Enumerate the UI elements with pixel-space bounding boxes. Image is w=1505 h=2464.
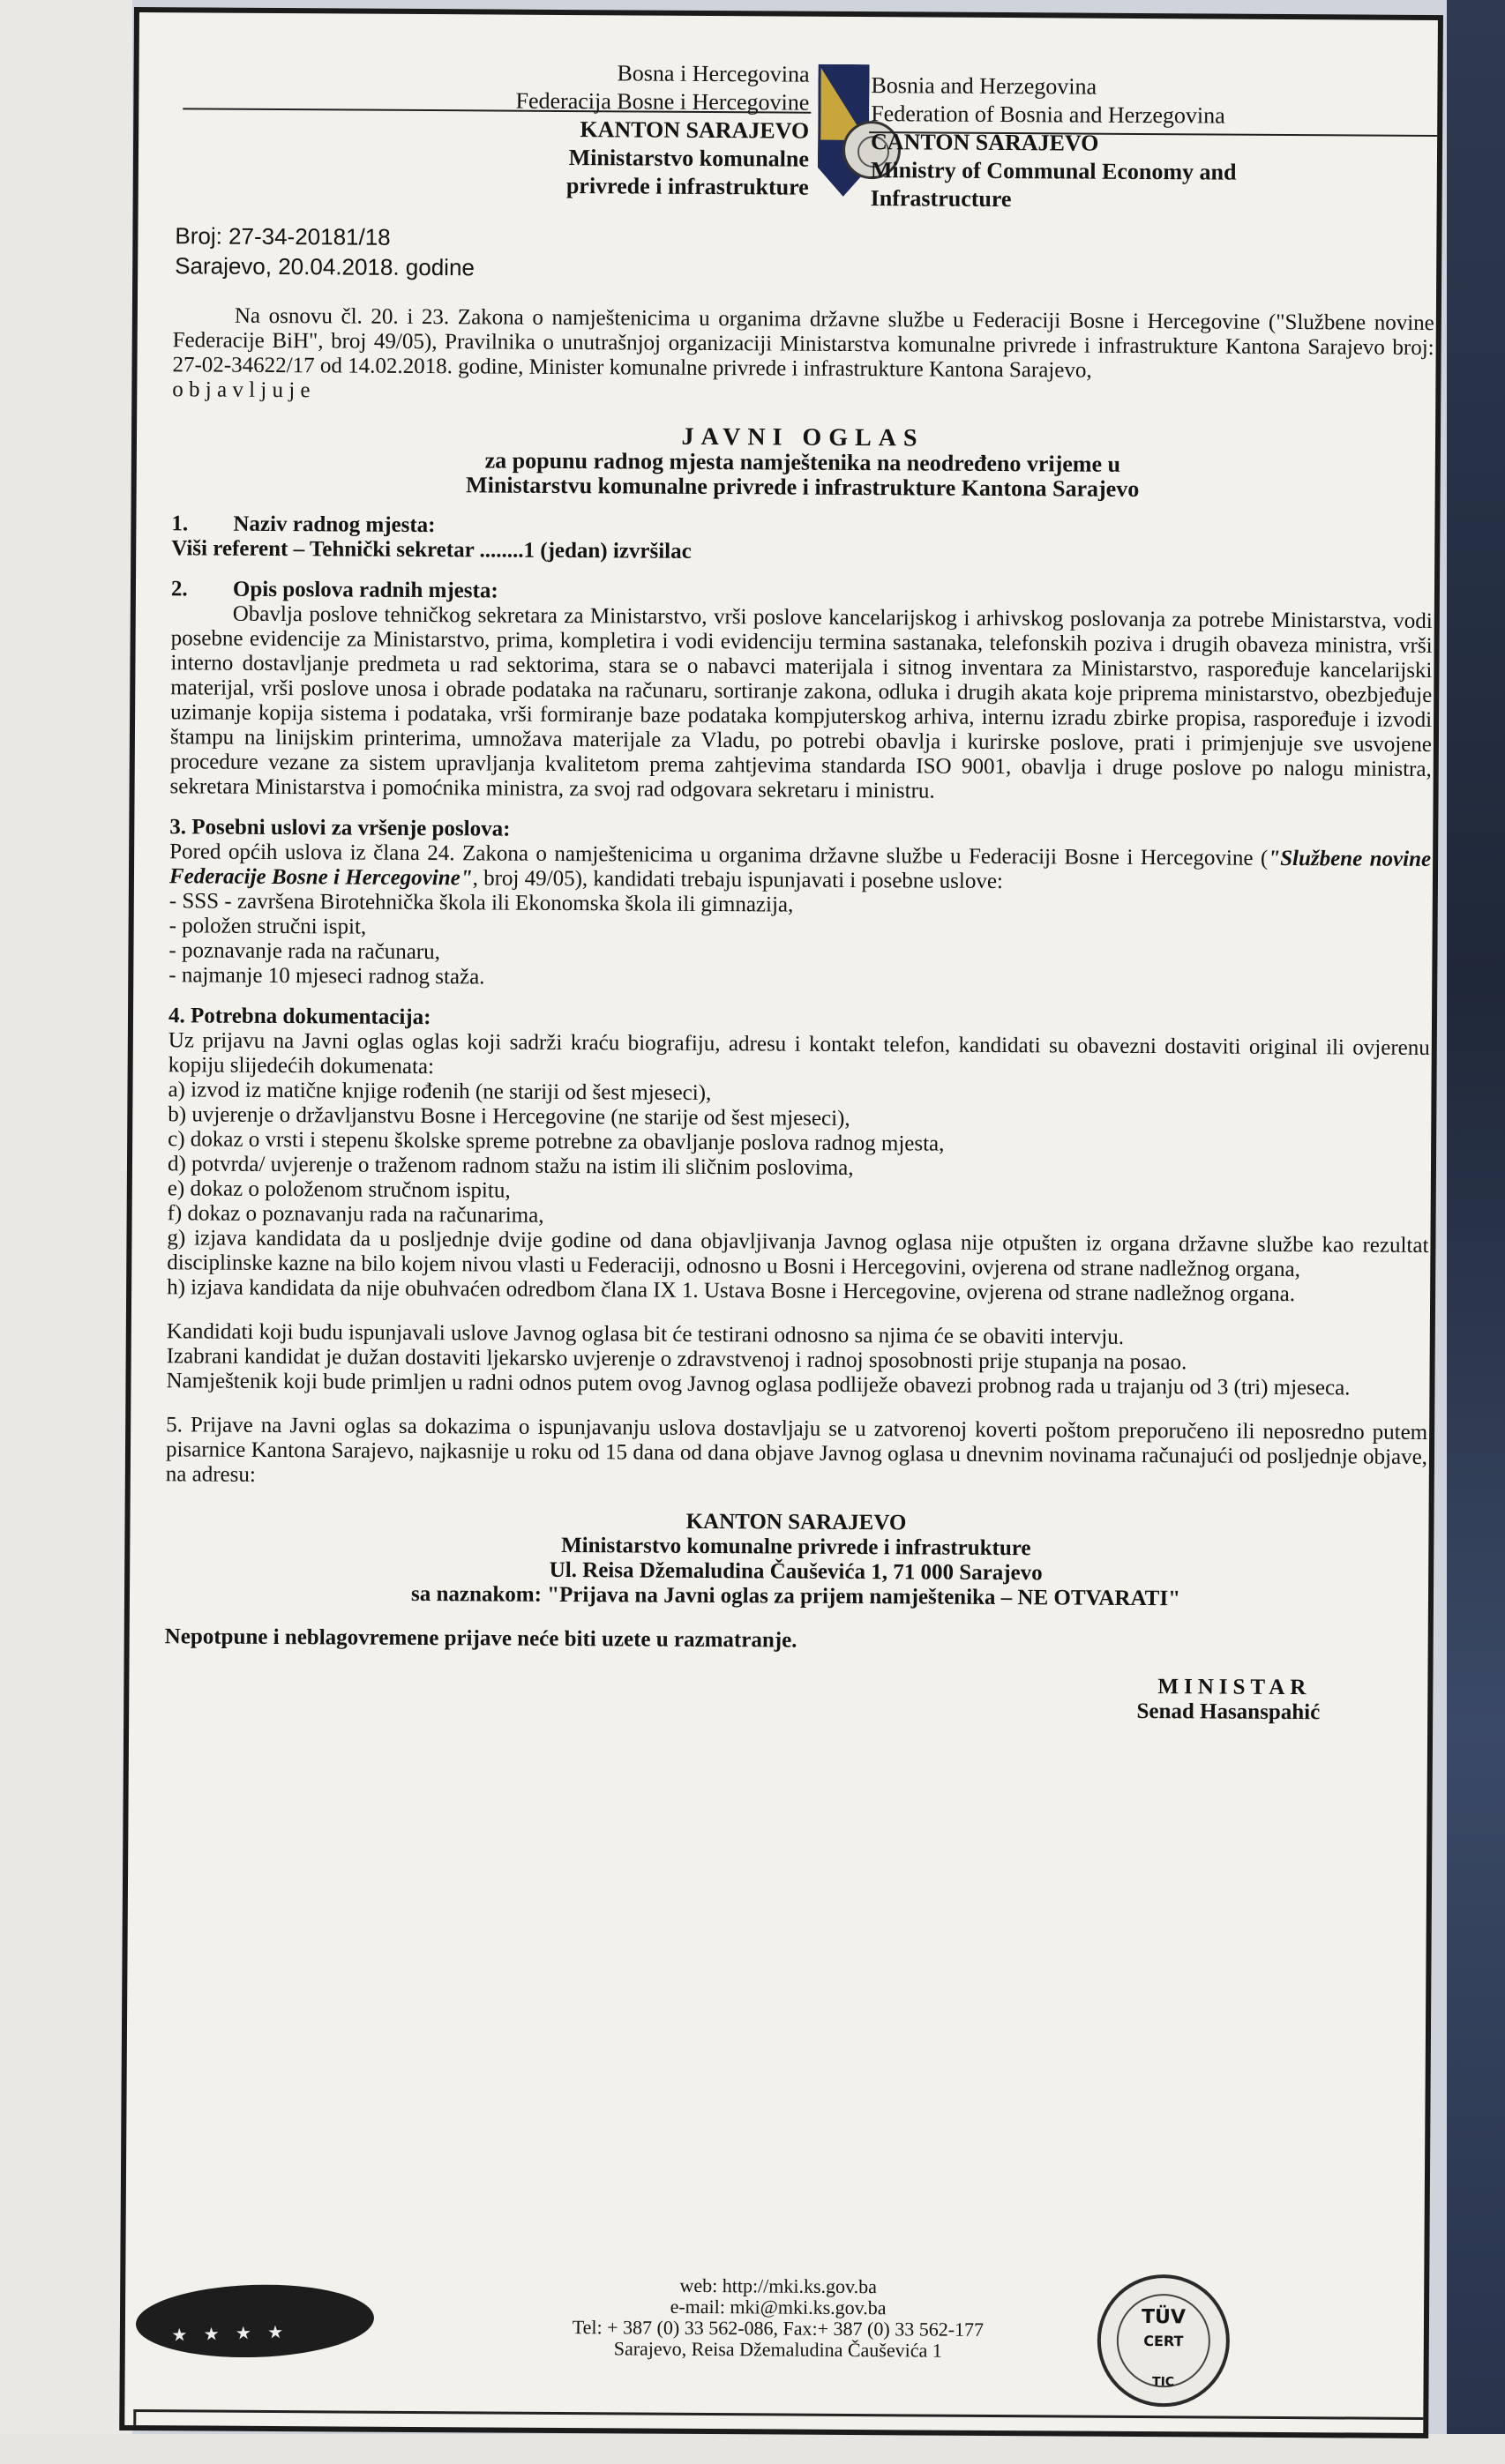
signature-name: Senad Hasanspahić xyxy=(1136,1699,1321,1725)
footer-email: e-mail: mki@mki.ks.gov.ba xyxy=(670,2295,887,2319)
job-description: Obavlja poslove tehničkog sekretara za Ministarstvo, vrši poslove kancelarijskog i arhivskog poslovanja za potrebe Ministarstva, vodi posebne evidencije za Ministarstvo, prima, kompletira i vodi evidenciju termina sastanaka, telefonskih poziva i drugih obaveza ministra, vrši interno dostavljanje predmeta u rad sektorima, stara se o nabavci materijala i sitnog inventara za Ministarstvo, raspoređuje kancelarijski materijal, vrši poslove unosa i obrade podataka na računaru, sortiranje zakona, odluka i drugih akata koje priprema ministarstvo, obezbjeđuje uzimanje kopija sistema i podataka, vrši formiranje baze podataka kompjuterskog arhiva, internu izradu zbirke propisa, raspoređuje i izvodi štampu na linijskim printerima, umnožava materijale za Vladu, po potrebi obavlja i kurirske poslove, prati i primjenjuje sve usvojene procedure vezane za sistem upravljanja kvalitetom prema zahtjevima standarda ISO 9001, obavlja i druge poslove po nalogu ministra, sekretara Ministarstva i pomoćnika ministra, za svoj rad odgovara sekretaru i ministru. xyxy=(169,601,1433,803)
list-item: c) dokaz o vrsti i stepenu školske spreme potrebne za obavljanje poslova radnog mjesta, xyxy=(168,1127,945,1156)
address-line: KANTON SARAJEVO xyxy=(685,1509,907,1535)
testing-paragraph: Kandidati koji budu ispunjavali uslove Javnog oglasa bit će testirani odnosno sa njima će se obaviti intervju. xyxy=(166,1319,1125,1349)
list-item: - položen stručni ispit, xyxy=(168,914,367,939)
list-item: h) izjava kandidata da nije obuhvaćen odredbom člana IX 1. Ustava Bosne i Hercegovine, ovjerena od strane nadležnog organa. xyxy=(167,1275,1296,1307)
header-left xyxy=(271,57,810,202)
section-1-heading: 1. Naziv radnog mjesta: xyxy=(171,511,436,538)
header-right-line: Bosnia and Herzegovina xyxy=(871,72,1097,100)
announcement-subtitle: Ministarstvu komunalne privrede i infrastrukture Kantona Sarajevo xyxy=(466,472,1140,502)
header-right-line: Federation of Bosnia and Herzegovina xyxy=(871,101,1225,129)
address-line: Ul. Reisa Džemaludina Čauševića 1, 71 000 Sarajevo xyxy=(549,1557,1043,1586)
job-title-line: Viši referent – Tehnički sekretar ........1 (jedan) izvršilac xyxy=(171,536,692,564)
list-item: - najmanje 10 mjeseci radnog staža. xyxy=(168,963,485,989)
probation-paragraph: Namještenik koji bude primljen u radni odnos putem ovog Javnog oglasa podliježe obavezi probnog rada u trajanju od 3 (tri) mjeseca. xyxy=(166,1369,1351,1400)
announcement-title: JAVNI OGLAS xyxy=(681,422,925,452)
section-2-heading: 2. Opis poslova radnih mjesta: xyxy=(170,577,498,603)
document-page xyxy=(119,7,1443,2438)
section-3-text: Pored općih uslova iz člana 24. Zakona o namještenicima u organima državne službe u Federaciji Bosne i Hercegovine ("Službene novine Federacije Bosne i Hercegovine", broj 49/05), kandidati trebaju ispunjavati i posebne uslove: xyxy=(168,840,1432,894)
announcement-subtitle: za popunu radnog mjesta namještenika na neodređeno vrijeme u xyxy=(484,447,1121,477)
list-item: - poznavanje rada na računaru, xyxy=(168,938,441,965)
list-item: e) dokaz o položenom stručnom ispitu, xyxy=(167,1176,511,1203)
list-item: f) dokaz o poznavanju rada na računarima, xyxy=(167,1201,544,1228)
documents-list xyxy=(167,1078,1430,1308)
list-item: - SSS - završena Birotehnička škola ili Ekonomska škola ili gimnazija, xyxy=(168,889,794,917)
intro-paragraph: Na osnovu čl. 20. i 23. Zakona o namještenicima u organima državne službe u Federaciji Bosne i Hercegovine ("Službene novine Federacije BiH", broj 49/05), Pravilnika o unutrašnjoj organizaciji Ministarstva komunalne privrede i infrastrukture Kantona Sarajevo broj: 27-02-34622/17 od 14.02.2018. godine, Minister komunalne privrede i infrastrukture Kantona Sarajevo, xyxy=(172,303,1434,383)
section-5-text: 5. Prijave na Javni oglas sa dokazima o ispunjavanju uslova dostavljaju se u zatvorenoj koverti poštom preporučeno ili neposredno putem pisarnice Kantona Sarajevo, najkasnije u roku od 15 dana od dana objave Javnog oglasa u dnevnim novinama računajući od posljednje objave, na adresu: xyxy=(165,1413,1428,1487)
quality-badge-icon: ★ ★ ★ ★ xyxy=(135,2281,375,2361)
header-right-line: Infrastructure xyxy=(870,185,1012,213)
signature-title: MINISTAR xyxy=(1157,1675,1312,1700)
header-left-line: Ministarstvo komunalne xyxy=(568,145,810,172)
closing-note: Nepotpune i neblagovremene prijave neće biti uzete u razmatranje. xyxy=(164,1624,797,1653)
header-right xyxy=(871,71,1436,216)
footer-address: Sarajevo, Reisa Džemaludina Čauševića 1 xyxy=(613,2337,942,2362)
background-bottom xyxy=(0,2434,1505,2464)
background-right-edge xyxy=(1447,0,1505,2464)
list-item: b) uvjerenje o državljanstvu Bosne i Hercegovine (ne starije od šest mjeseci), xyxy=(168,1102,850,1131)
section-4-heading: 4. Potrebna dokumentacija: xyxy=(168,1004,431,1030)
header-right-line: CANTON SARAJEVO xyxy=(870,129,1099,156)
header-left-line: privrede i infrastrukture xyxy=(565,172,809,200)
list-item: d) potvrda/ uvjerenje o traženom radnom stažu na istim ili sličnim poslovima, xyxy=(167,1152,854,1181)
footer-phone: Tel: + 387 (0) 33 562-086, Fax:+ 387 (0) 33 562-177 xyxy=(572,2316,985,2341)
address-line: Ministarstvo komunalne privrede i infrastrukture xyxy=(561,1533,1031,1561)
header-right-line: Ministry of Communal Economy and xyxy=(870,157,1237,185)
medical-paragraph: Izabrani kandidat je dužan dostaviti ljekarsko uvjerenje o zdravstvenoj i radnoj sposobnosti prije stupanja na posao. xyxy=(166,1344,1187,1375)
section-4-text: Uz prijavu na Javni oglas oglas koji sadrži kraću biografiju, adresu i kontakt telefon, kandidati su obavezni dostaviti original ili ovjerenu kopiju slijedećih dokumenata: xyxy=(168,1028,1430,1079)
reference-number: Broj: 27-34-20181/18 xyxy=(175,222,391,250)
objavljuje-line: o b j a v l j u j e xyxy=(172,377,311,403)
list-item: a) izvod iz matične knjige rođenih (ne stariji od šest mjeseci), xyxy=(168,1078,712,1106)
tuv-cert-seal-icon: TÜV CERT TIC xyxy=(1097,2274,1230,2408)
list-item: g) izjava kandidata da u posljednje dvije godine od dana objavljivanja Javnog oglasa nije otpušten iz organa državne službe kao rezultat disciplinske kazne na bilo kojem nivou vlasti u Federaciji, odnosno u Bosni i Hercegovini, ovjerena od strane nadležnog organa, xyxy=(167,1226,1429,1282)
header-left-line: KANTON SARAJEVO xyxy=(580,116,810,144)
document-body xyxy=(164,303,1434,1726)
address-line: sa naznakom: "Prijava na Javni oglas za prijem namještenika – NE OTVARATI" xyxy=(410,1581,1181,1611)
section-3-heading: 3. Posebni uslovi za vršenje poslova: xyxy=(169,815,511,841)
footer-web: web: http://mki.ks.gov.ba xyxy=(679,2274,878,2298)
header-left-line: Federacija Bosne i Hercegovine xyxy=(515,87,810,116)
reference-block xyxy=(175,220,475,282)
footer-contact xyxy=(416,2274,1141,2363)
background-left xyxy=(0,0,132,2464)
header-left-line: Bosna i Hercegovina xyxy=(617,60,810,87)
requirements-list xyxy=(168,889,1431,996)
signature-block xyxy=(164,1669,1426,1726)
reference-date: Sarajevo, 20.04.2018. godine xyxy=(175,252,475,281)
